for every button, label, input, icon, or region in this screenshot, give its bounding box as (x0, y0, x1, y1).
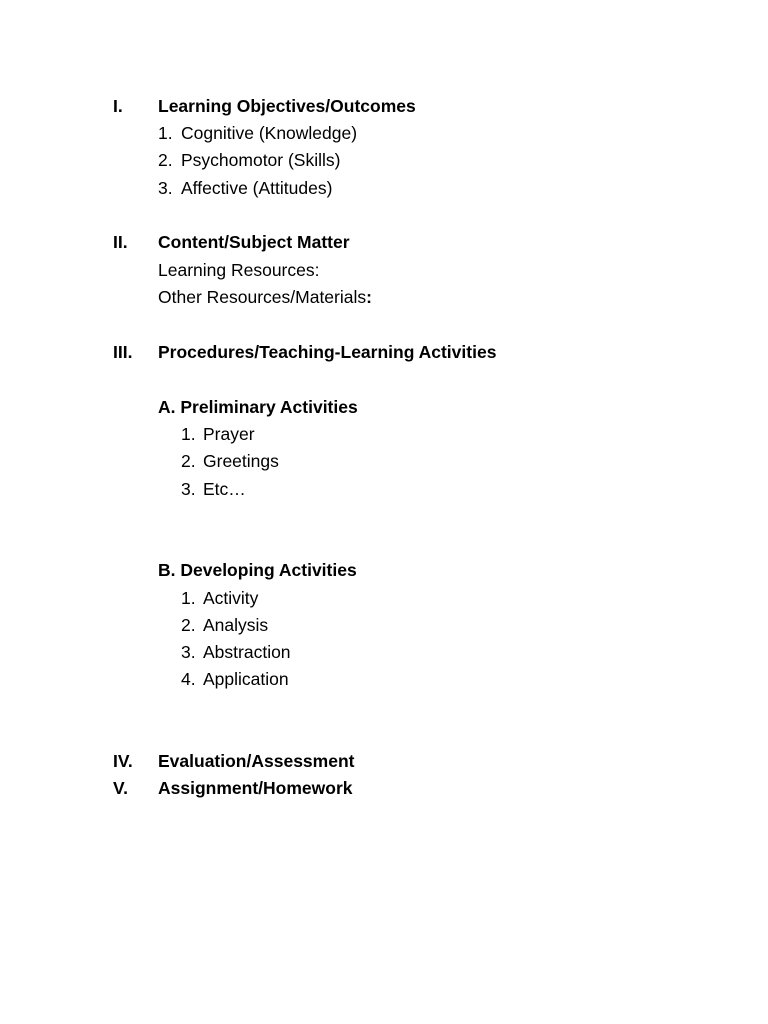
section-title: Content/Subject Matter (158, 232, 350, 252)
list-item: Etc… (203, 479, 246, 499)
list-item-number: 1. (158, 123, 173, 143)
list-item-number: 2. (181, 451, 196, 471)
section-numeral: II. (113, 232, 128, 252)
subsection-title: B. Developing Activities (158, 560, 357, 580)
section-title: Procedures/Teaching-Learning Activities (158, 342, 497, 362)
list-item: Analysis (203, 615, 269, 635)
section-numeral: III. (113, 342, 133, 362)
list-item: Prayer (203, 424, 255, 444)
list-item: Affective (Attitudes) (181, 178, 333, 198)
section-numeral: I. (113, 96, 123, 116)
section-numeral: V. (113, 778, 128, 798)
other-resources-text: Other Resources/Materials (158, 287, 367, 307)
list-item-number: 3. (181, 479, 196, 499)
subsection-title: A. Preliminary Activities (158, 397, 358, 417)
list-item-number: 3. (181, 642, 196, 662)
list-item-number: 1. (181, 424, 196, 444)
list-item: Abstraction (203, 642, 291, 662)
section-title: Learning Objectives/Outcomes (158, 96, 416, 116)
list-item: Application (203, 669, 289, 689)
list-item-number: 3. (158, 178, 173, 198)
list-item-number: 4. (181, 669, 196, 689)
list-item: Psychomotor (Skills) (181, 150, 341, 170)
list-item-number: 2. (181, 615, 196, 635)
other-resources-colon: : (366, 287, 372, 307)
list-item: Activity (203, 588, 259, 608)
list-item: Cognitive (Knowledge) (181, 123, 358, 143)
other-resources-label (158, 286, 372, 308)
section-title: Assignment/Homework (158, 778, 353, 798)
learning-resources-label: Learning Resources: (158, 260, 320, 280)
section-title: Evaluation/Assessment (158, 751, 355, 771)
section-numeral: IV. (113, 751, 133, 771)
list-item: Greetings (203, 451, 279, 471)
list-item-number: 1. (181, 588, 196, 608)
list-item-number: 2. (158, 150, 173, 170)
